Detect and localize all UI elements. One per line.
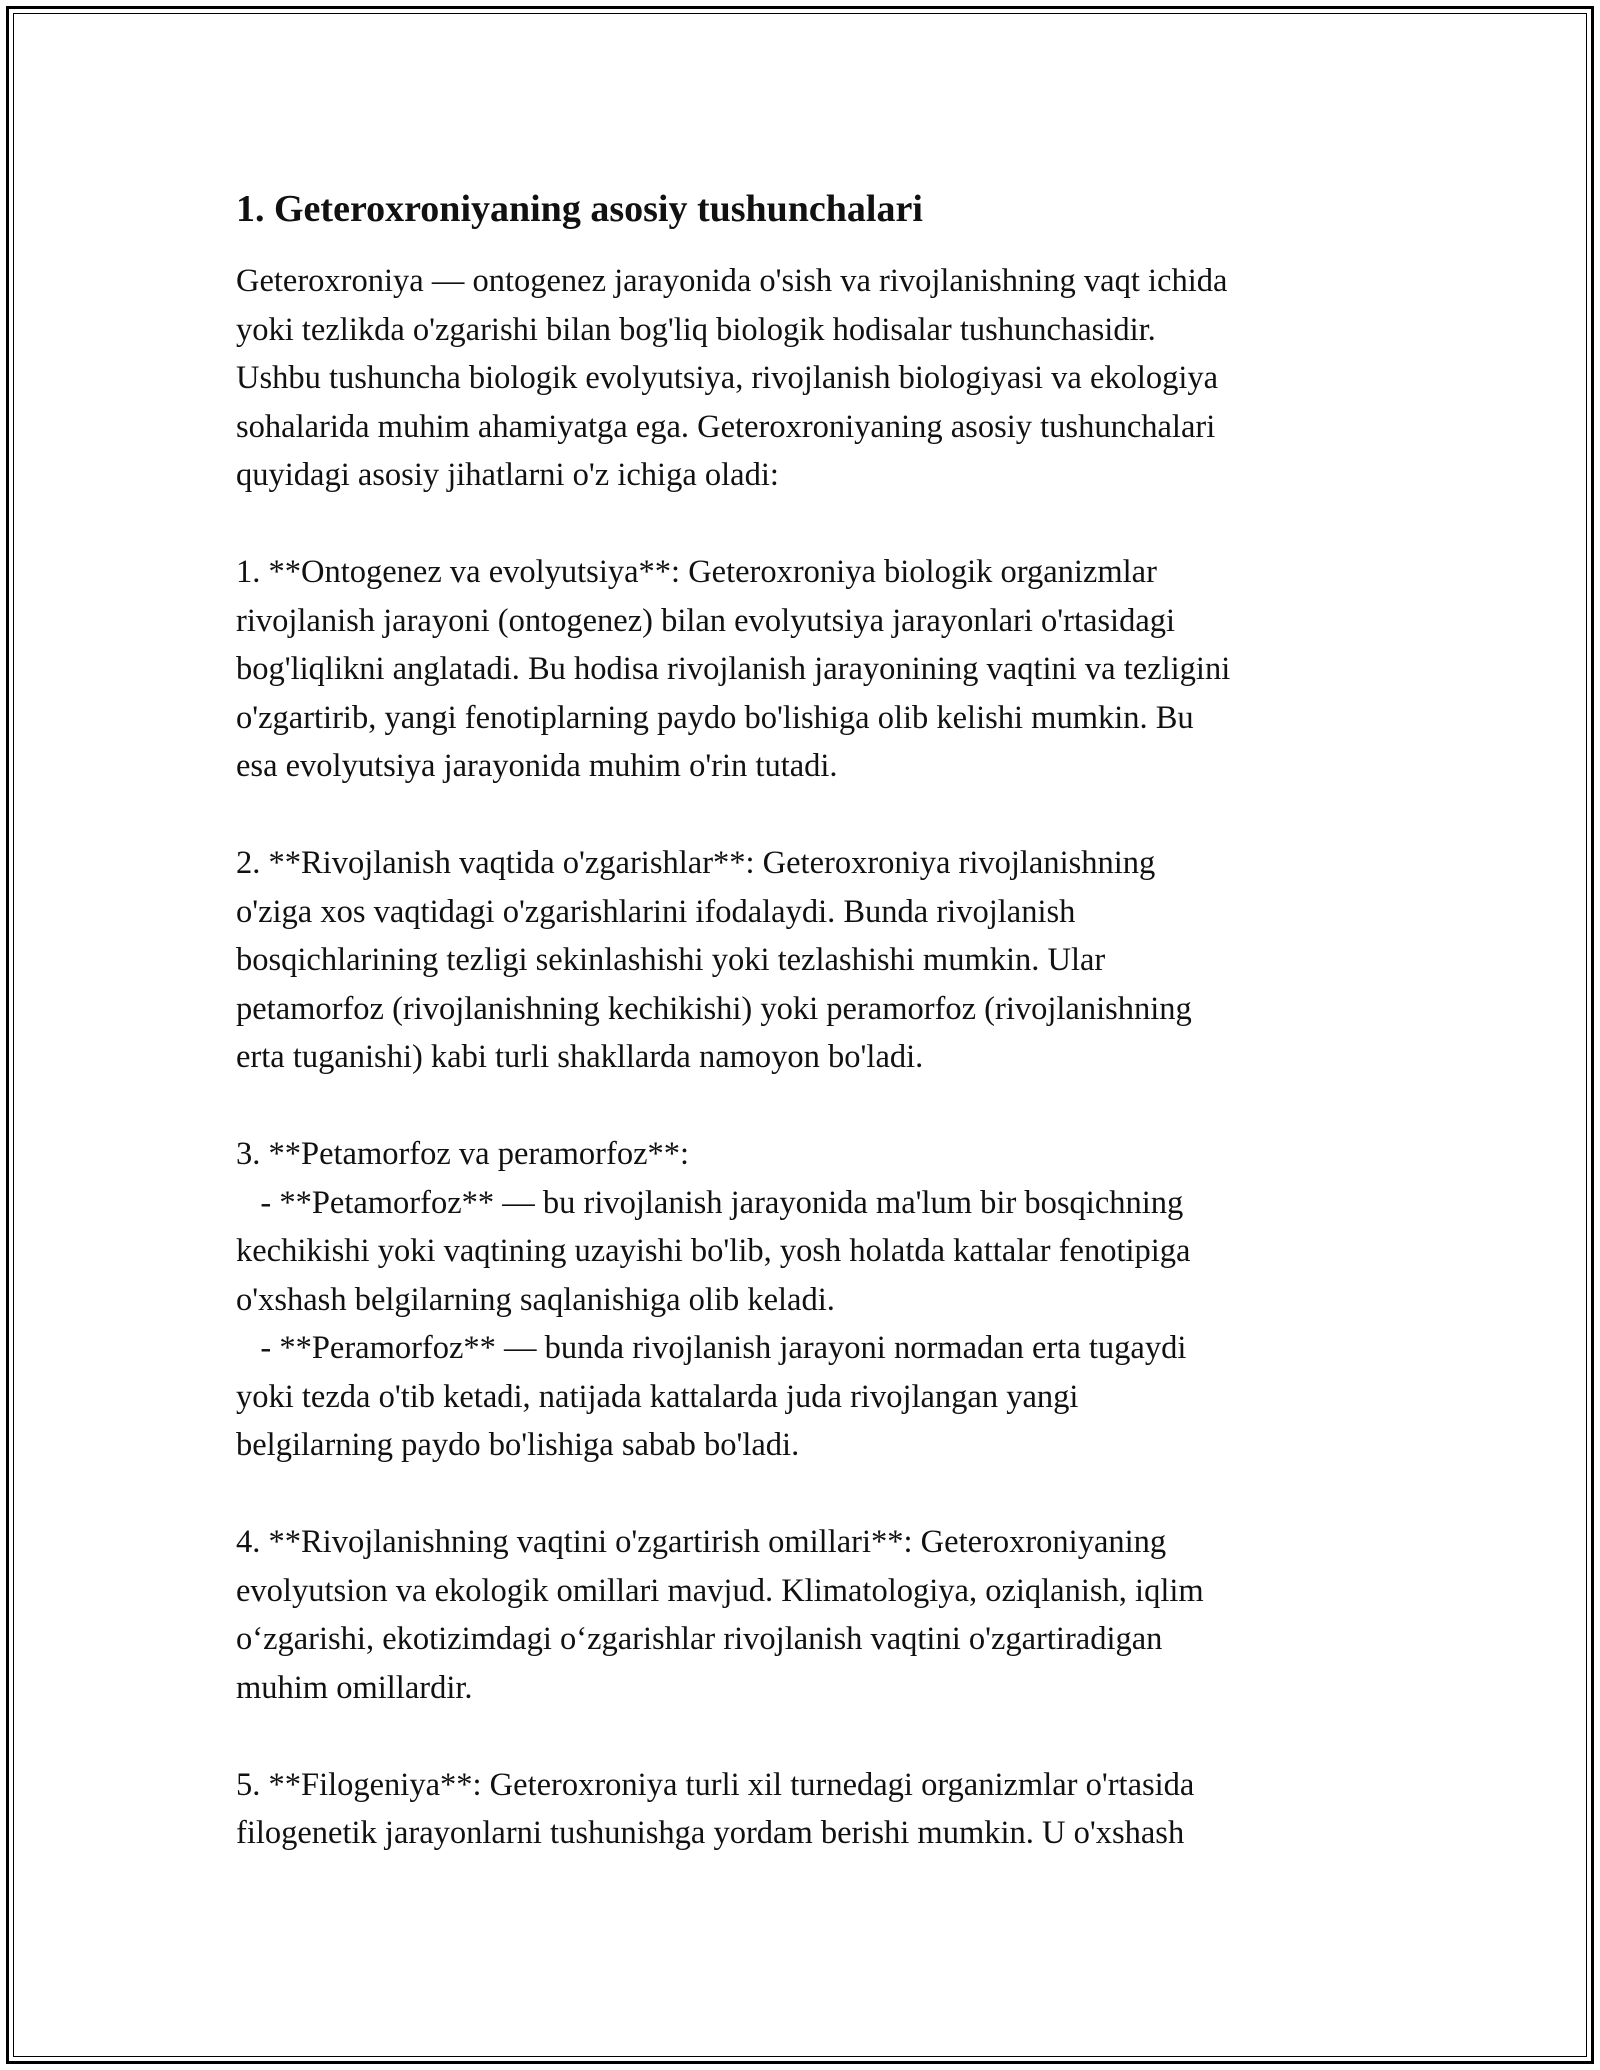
text-line: Ushbu tushuncha biologik evolyutsiya, rivojlanish biologiyasi va ekologiya — [236, 360, 1219, 396]
text-line: rivojlanish jarayoni (ontogenez) bilan evolyutsiya jarayonlari o'rtasidagi — [236, 602, 1176, 639]
paragraph-spacer — [236, 791, 1376, 840]
text-line: belgilarning paydo bo'lishiga sabab bo'ladi. — [236, 1427, 800, 1463]
paragraph-item-1 — [236, 548, 1376, 791]
text-line: 3. **Petamorfoz va peramorfoz**: — [236, 1136, 690, 1172]
text-line: Geteroxroniya — ontogenez jarayonida o'sish va rivojlanishning vaqt ichida — [236, 263, 1228, 299]
paragraph-spacer — [236, 1470, 1376, 1519]
paragraph-item-2 — [236, 839, 1376, 1082]
paragraph-item-5 — [236, 1761, 1376, 1858]
text-line: yoki tezlikda o'zgarishi bilan bog'liq biologik hodisalar tushunchasidir. — [236, 311, 1156, 348]
text-line: o'ziga xos vaqtidagi o'zgarishlarini ifodalaydi. Bunda rivojlanish — [236, 893, 1076, 930]
section-heading: 1. Geteroxroniyaning asosiy tushunchalari — [236, 188, 923, 230]
paragraph-intro — [236, 257, 1376, 500]
text-line: - **Peramorfoz** — bunda rivojlanish jarayoni normadan erta tugaydi — [236, 1330, 1187, 1366]
text-line: sohalarida muhim ahamiyatga ega. Geteroxroniyaning asosiy tushunchalari — [236, 408, 1216, 445]
text-line: erta tuganishi) kabi turli shakllarda namoyon bo'ladi. — [236, 1039, 924, 1075]
paragraph-spacer — [236, 1712, 1376, 1761]
paragraph-item-3 — [236, 1130, 1376, 1470]
text-line: 2. **Rivojlanish vaqtida o'zgarishlar**: Geteroxroniya rivojlanishning — [236, 845, 1156, 881]
text-line: filogenetik jarayonlarni tushunishga yordam berishi mumkin. U o'xshash — [236, 1815, 1185, 1851]
paragraph-item-4 — [236, 1518, 1376, 1712]
text-line: o'zgartirib, yangi fenotiplarning paydo bo'lishiga olib kelishi mumkin. Bu — [236, 699, 1194, 736]
text-line: muhim omillardir. — [236, 1669, 473, 1706]
paragraph-spacer — [236, 1082, 1376, 1131]
text-line: bosqichlarining tezligi sekinlashishi yoki tezlashishi mumkin. Ular — [236, 942, 1106, 978]
text-line: bog'liqlikni anglatadi. Bu hodisa rivojlanish jarayonining vaqtini va tezligini — [236, 651, 1231, 687]
text-line: evolyutsion va ekologik omillari mavjud. Klimatologiya, oziqlanish, iqlim — [236, 1572, 1204, 1609]
text-line: 4. **Rivojlanishning vaqtini o'zgartirish omillari**: Geteroxroniyaning — [236, 1524, 1167, 1560]
text-line: - **Petamorfoz** — bu rivojlanish jarayonida ma'lum bir bosqichning — [236, 1184, 1184, 1221]
text-line: 5. **Filogeniya**: Geteroxroniya turli xil turnedagi organizmlar o'rtasida — [236, 1766, 1195, 1803]
text-line: o'xshash belgilarning saqlanishiga olib keladi. — [236, 1281, 835, 1318]
text-line: petamorfoz (rivojlanishning kechikishi) yoki peramorfoz (rivojlanishning — [236, 990, 1192, 1027]
paragraph-spacer — [236, 500, 1376, 549]
text-line: yoki tezda o'tib ketadi, natijada kattalarda juda rivojlangan yangi — [236, 1378, 1079, 1415]
text-line: 1. **Ontogenez va evolyutsiya**: Geteroxroniya biologik organizmlar — [236, 554, 1157, 590]
document-body — [236, 185, 1376, 1858]
text-line: quyidagi asosiy jihatlarni o'z ichiga oladi: — [236, 457, 779, 493]
text-line: kechikishi yoki vaqtining uzayishi bo'lib, yosh holatda kattalar fenotipiga — [236, 1233, 1191, 1269]
text-line: o‘zgarishi, ekotizimdagi o‘zgarishlar rivojlanish vaqtini o'zgartiradigan — [236, 1621, 1163, 1657]
text-line: esa evolyutsiya jarayonida muhim o'rin tutadi. — [236, 748, 838, 784]
